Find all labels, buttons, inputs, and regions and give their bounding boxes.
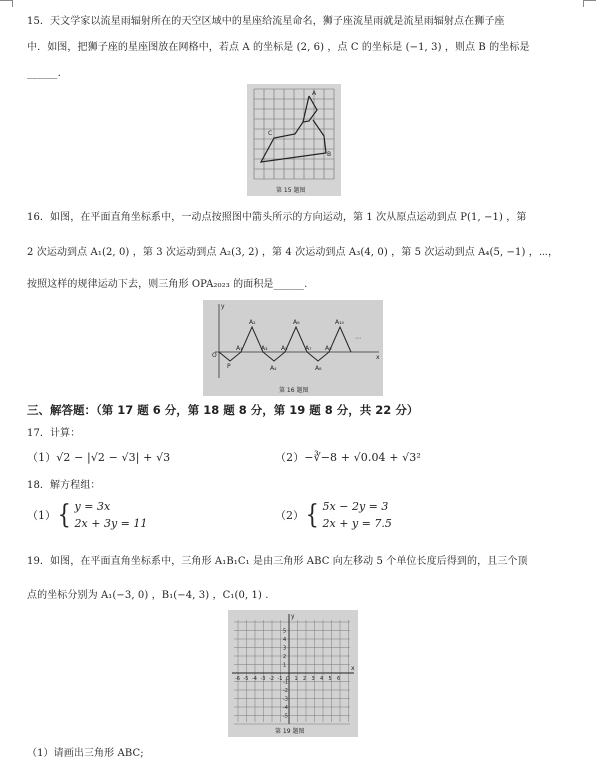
- q18-p1-brace: {: [57, 500, 71, 530]
- q19-figure: [228, 610, 358, 737]
- q15-label-c: C: [268, 130, 273, 137]
- q16-label-a8: A₈: [315, 365, 322, 372]
- q16-label-a5: A₅: [281, 345, 288, 352]
- q19-x-tick-label: -4: [252, 676, 257, 682]
- q19-x-tick-label: 3: [311, 676, 315, 682]
- q19-y-tick-label: -5: [283, 713, 288, 720]
- q16-label-a10: A₁₀: [335, 319, 344, 326]
- q19-y-tick-label: -1: [283, 679, 288, 686]
- q18-p1-label: （1）: [27, 509, 56, 522]
- q16-line3: 按照这样的规律运动下去，则三角形 OPA₂₀₂₃ 的面积是______.: [27, 279, 308, 290]
- q19-x-tick-label: -6: [235, 676, 240, 682]
- q16-label-a4: A₄: [270, 365, 277, 372]
- q16-label-a6: A₆: [293, 319, 300, 326]
- q16-label-a2: A₂: [249, 319, 256, 326]
- q19-line2: 点的坐标分别为 A₁(−3, 0) ，B₁(−4, 3) ，C₁(0, 1) .: [27, 590, 269, 601]
- q18-title: 18．解方程组：: [27, 480, 101, 491]
- q15-line2: 中．如图，把狮子座的星座图放在网格中，若点 A 的坐标是 (2, 6) ，点 C 的坐标是 (−1, 3) ，则点 B 的坐标是: [27, 42, 530, 53]
- q15-grid-svg: [247, 84, 341, 196]
- q18-system2: [275, 498, 392, 532]
- q16-caption: 第 16 题图: [279, 387, 309, 394]
- q18-system1: [27, 498, 147, 532]
- section3-heading: 三、解答题：（第 17 题 6 分，第 18 题 8 分，第 19 题 8 分，共 22 分）: [27, 403, 419, 417]
- q17-part1: （1）√2 − |√2 − √3| + √3: [27, 451, 171, 464]
- q19-x-tick-label: 4: [320, 676, 324, 682]
- q15-line3: ______.: [27, 68, 61, 79]
- q19-x-tick-label: 5: [328, 676, 332, 682]
- q18-p1-eq1: y = 3x: [74, 500, 111, 513]
- q16-zigzag-svg: [203, 300, 383, 396]
- q19-x-tick-label: -1: [277, 676, 283, 682]
- q19-y-tick-label: 2: [283, 654, 287, 660]
- q16-label-dots: ⋯: [355, 335, 361, 342]
- q16-figure: [203, 300, 383, 396]
- q19-x-tick-label: 2: [303, 676, 307, 682]
- q16-label-a3: A₃: [261, 345, 268, 352]
- q19-y-tick-label: 4: [283, 637, 287, 643]
- q18-p2-label: （2）: [275, 509, 304, 522]
- q16-label-a7: A₇: [305, 345, 312, 352]
- q19-y-tick-label: -4: [283, 705, 288, 711]
- q19-x-tick-label: -5: [243, 676, 249, 682]
- q19-y-tick-label: -2: [283, 688, 288, 694]
- q19-caption: 第 19 题图: [275, 728, 305, 735]
- q19-y-tick-label: 3: [283, 645, 287, 652]
- q16-label-o: O: [212, 352, 217, 359]
- q15-line1: 15．天文学家以流星雨辐射所在的天空区域中的星座给流星命名，狮子座流星雨就是流星雨辐射点在狮子座: [27, 16, 505, 27]
- q19-axis-x: x: [351, 665, 355, 672]
- q16-label-x: x: [376, 354, 380, 361]
- q16-label-a1: A₁: [236, 345, 243, 352]
- q19-x-tick-label: -2: [269, 676, 274, 682]
- q17-title: 17．计算：: [27, 428, 81, 439]
- q16-label-a9: A₉: [325, 345, 332, 352]
- q19-part1: （1）请画出三角形 ABC;: [27, 748, 144, 759]
- q18-p2-eq2: 2x + y = 7.5: [322, 517, 392, 530]
- q15-figure: [247, 84, 341, 196]
- q19-line1: 19．如图，在平面直角坐标系中，三角形 A₁B₁C₁ 是由三角形 ABC 向左移动 5 个单位长度后得到的，且三个顶: [27, 556, 528, 567]
- q19-x-tick-label: -3: [260, 676, 266, 682]
- crop-mark-right: [583, 0, 596, 7]
- q19-y-tick-label: -3: [283, 696, 288, 703]
- q15-caption: 第 15 题图: [276, 187, 306, 194]
- q19-x-tick-label: O: [286, 676, 290, 682]
- q15-label-b: B: [327, 151, 332, 158]
- q16-label-p: P: [227, 363, 231, 370]
- q16-line1: 16．如图，在平面直角坐标系中，一动点按照图中箭头所示的方向运动，第 1 次从原点运动到点 P(1, −1) ，第: [27, 212, 527, 223]
- q15-label-a: A: [312, 90, 317, 97]
- q18-p2-brace: {: [305, 500, 319, 530]
- q19-x-tick-label: 6: [337, 676, 341, 682]
- q19-axis-y: y: [291, 613, 295, 620]
- q19-y-tick-label: 1: [283, 662, 287, 669]
- q18-p2-eq1: 5x − 2y = 3: [322, 500, 389, 513]
- crop-mark-left: [0, 0, 13, 7]
- q19-y-tick-label: 5: [283, 628, 287, 635]
- q19-x-tick-label: 1: [294, 676, 298, 682]
- q19-grid-svg: [228, 610, 358, 737]
- q17-part2: （2）−∛−8 + √0.04 + √3²: [275, 451, 421, 464]
- q16-line2: 2 次运动到点 A₁(2, 0) ，第 3 次运动到点 A₂(3, 2) ，第 4 次运动到点 A₃(4, 0) ，第 5 次运动到点 A₄(5, −1) ，⋯，: [27, 247, 559, 258]
- q16-label-y: y: [221, 303, 225, 310]
- q18-p1-eq2: 2x + 3y = 11: [74, 517, 148, 530]
